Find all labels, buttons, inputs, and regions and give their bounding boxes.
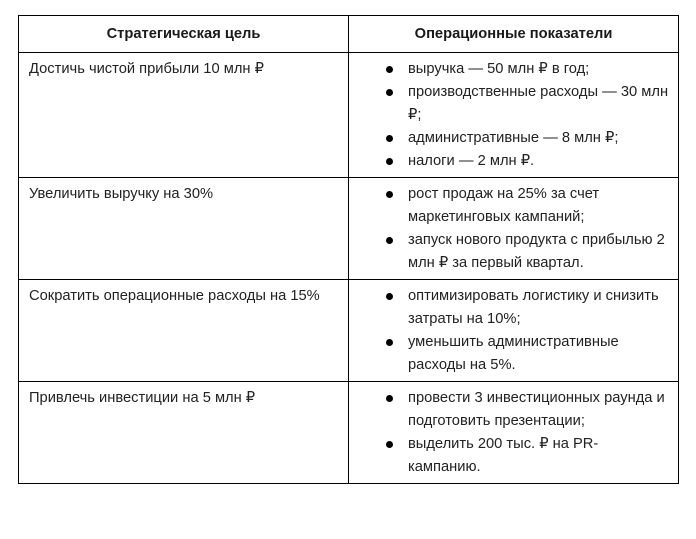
list-item bbox=[349, 285, 670, 331]
goal-cell: Сократить операционные расходы на 15% bbox=[19, 280, 349, 382]
bullet-list bbox=[349, 387, 670, 479]
indicator-text: уменьшить административные расходы на 5%. bbox=[408, 334, 619, 373]
indicator-text: производственные расходы — 30 млн ₽; bbox=[408, 84, 669, 123]
bullet-icon bbox=[386, 441, 393, 448]
list-item bbox=[349, 150, 670, 173]
list-item bbox=[349, 229, 670, 275]
bullet-icon bbox=[386, 135, 393, 142]
indicators-cell bbox=[349, 178, 679, 280]
bullet-list bbox=[349, 285, 670, 377]
bullet-icon bbox=[386, 89, 393, 96]
indicator-text: выручка — 50 млн ₽ в год; bbox=[408, 61, 590, 77]
table-row bbox=[19, 280, 679, 382]
indicators-cell bbox=[349, 280, 679, 382]
table-row bbox=[19, 53, 679, 178]
indicators-cell bbox=[349, 382, 679, 484]
table-row bbox=[19, 178, 679, 280]
column-header-operational-indicators: Операционные показатели bbox=[349, 16, 679, 53]
list-item bbox=[349, 331, 670, 377]
indicator-text: провести 3 инвестиционных раунда и подготовить презентации; bbox=[408, 390, 665, 429]
bullet-icon bbox=[386, 293, 393, 300]
goal-cell: Увеличить выручку на 30% bbox=[19, 178, 349, 280]
list-item bbox=[349, 433, 670, 479]
goal-cell: Привлечь инвестиции на 5 млн ₽ bbox=[19, 382, 349, 484]
bullet-list bbox=[349, 183, 670, 275]
list-item bbox=[349, 183, 670, 229]
header-row bbox=[19, 16, 679, 53]
table-row bbox=[19, 382, 679, 484]
column-header-strategic-goal: Стратегическая цель bbox=[19, 16, 349, 53]
bullet-icon bbox=[386, 66, 393, 73]
indicator-text: запуск нового продукта с прибылью 2 млн ₽ за первый квартал. bbox=[408, 232, 665, 271]
indicator-text: выделить 200 тыс. ₽ на PR-кампанию. bbox=[408, 436, 599, 475]
bullet-icon bbox=[386, 237, 393, 244]
indicator-text: административные — 8 млн ₽; bbox=[408, 130, 619, 146]
bullet-icon bbox=[386, 395, 393, 402]
indicator-text: налоги — 2 млн ₽. bbox=[408, 153, 535, 169]
list-item bbox=[349, 387, 670, 433]
bullet-icon bbox=[386, 339, 393, 346]
list-item bbox=[349, 81, 670, 127]
goal-cell: Достичь чистой прибыли 10 млн ₽ bbox=[19, 53, 349, 178]
list-item bbox=[349, 58, 670, 81]
list-item bbox=[349, 127, 670, 150]
bullet-list bbox=[349, 58, 670, 173]
indicator-text: рост продаж на 25% за счет маркетинговых кампаний; bbox=[408, 186, 600, 225]
indicators-cell bbox=[349, 53, 679, 178]
indicator-text: оптимизировать логистику и снизить затраты на 10%; bbox=[408, 288, 659, 327]
bullet-icon bbox=[386, 158, 393, 165]
bullet-icon bbox=[386, 191, 393, 198]
strategy-table bbox=[18, 15, 679, 484]
